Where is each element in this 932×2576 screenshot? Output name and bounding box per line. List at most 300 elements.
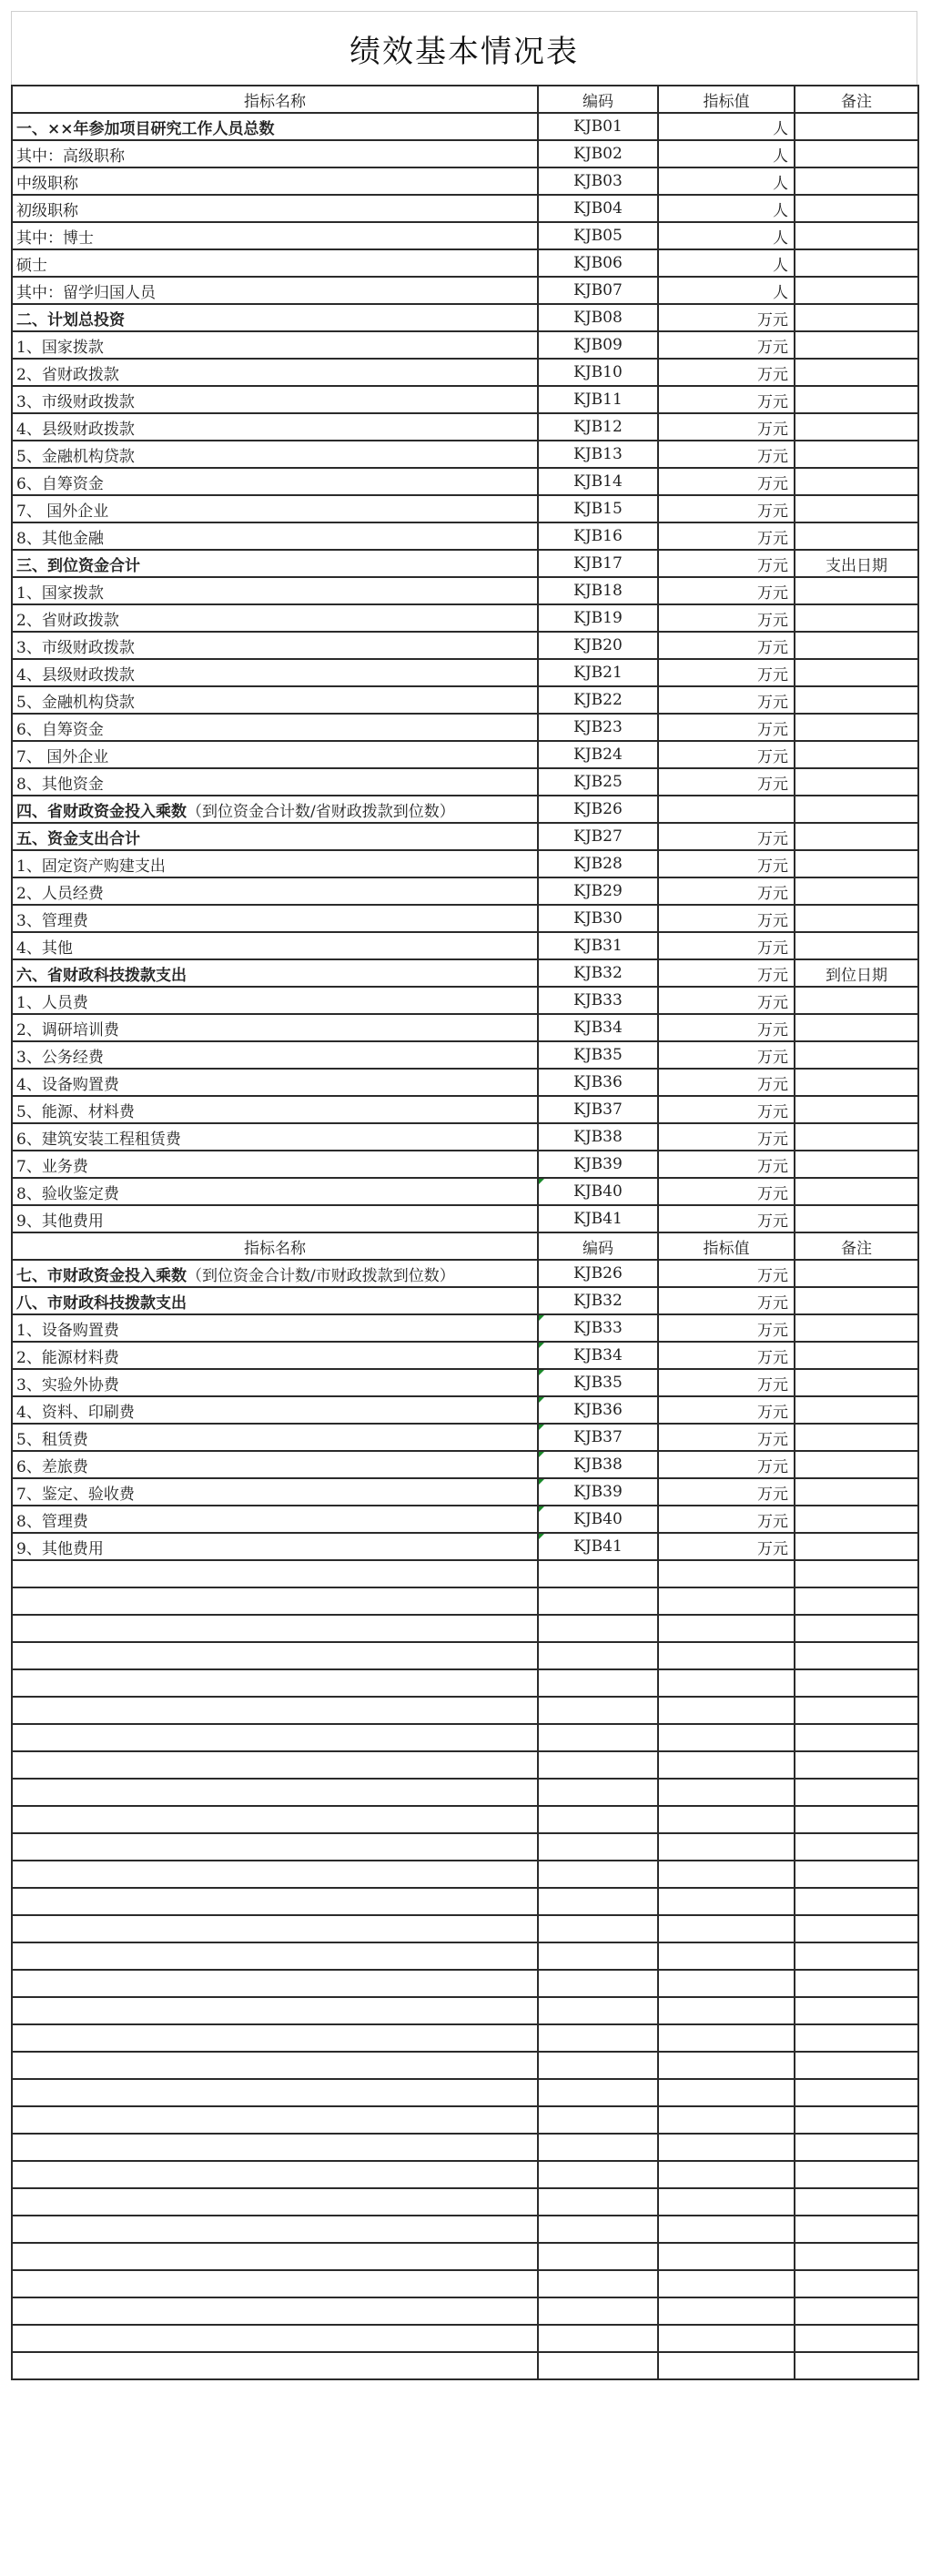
- indicator-value-cell[interactable]: 万元: [658, 468, 795, 495]
- empty-cell[interactable]: [795, 2270, 918, 2297]
- note-cell[interactable]: [795, 304, 918, 331]
- empty-cell[interactable]: [658, 2325, 795, 2352]
- note-cell[interactable]: [795, 1041, 918, 1069]
- indicator-name[interactable]: [12, 1478, 538, 1506]
- empty-cell[interactable]: [12, 1642, 538, 1669]
- indicator-code[interactable]: KJB15: [538, 495, 658, 522]
- empty-cell[interactable]: [795, 1888, 918, 1915]
- empty-cell[interactable]: [658, 1833, 795, 1861]
- empty-cell[interactable]: [795, 1806, 918, 1833]
- indicator-value-cell[interactable]: 万元: [658, 359, 795, 386]
- note-cell[interactable]: [795, 1014, 918, 1041]
- note-cell[interactable]: [795, 1533, 918, 1560]
- note-cell[interactable]: [795, 386, 918, 413]
- indicator-code[interactable]: KJB40: [538, 1178, 658, 1205]
- indicator-code[interactable]: KJB23: [538, 714, 658, 741]
- indicator-value-cell[interactable]: 人: [658, 195, 795, 222]
- empty-cell[interactable]: [658, 2052, 795, 2079]
- indicator-value-cell[interactable]: 万元: [658, 632, 795, 659]
- indicator-code[interactable]: KJB20: [538, 632, 658, 659]
- indicator-value-cell[interactable]: 万元: [658, 577, 795, 604]
- empty-cell[interactable]: [795, 1615, 918, 1642]
- empty-cell[interactable]: [12, 1915, 538, 1942]
- indicator-value-cell[interactable]: 万元: [658, 331, 795, 359]
- empty-cell[interactable]: [12, 2325, 538, 2352]
- indicator-name[interactable]: [12, 823, 538, 850]
- indicator-code[interactable]: KJB01: [538, 113, 658, 140]
- indicator-name[interactable]: [12, 413, 538, 441]
- indicator-code[interactable]: KJB39: [538, 1151, 658, 1178]
- indicator-value-cell[interactable]: 万元: [658, 1205, 795, 1232]
- empty-cell[interactable]: [12, 1669, 538, 1697]
- empty-cell[interactable]: [538, 1615, 658, 1642]
- indicator-code[interactable]: KJB37: [538, 1424, 658, 1451]
- indicator-name[interactable]: [12, 222, 538, 249]
- note-cell[interactable]: [795, 686, 918, 714]
- indicator-value-cell[interactable]: 万元: [658, 850, 795, 877]
- note-cell[interactable]: 支出日期: [795, 550, 918, 577]
- note-cell[interactable]: 到位日期: [795, 959, 918, 987]
- empty-cell[interactable]: [538, 1587, 658, 1615]
- empty-cell[interactable]: [12, 1888, 538, 1915]
- indicator-value-cell[interactable]: 万元: [658, 604, 795, 632]
- empty-cell[interactable]: [795, 2325, 918, 2352]
- empty-cell[interactable]: [12, 1779, 538, 1806]
- note-cell[interactable]: [795, 167, 918, 195]
- indicator-code[interactable]: KJB38: [538, 1123, 658, 1151]
- empty-cell[interactable]: [12, 2270, 538, 2297]
- note-cell[interactable]: [795, 850, 918, 877]
- empty-cell[interactable]: [538, 1697, 658, 1724]
- empty-cell[interactable]: [658, 1915, 795, 1942]
- empty-cell[interactable]: [538, 2134, 658, 2161]
- empty-cell[interactable]: [12, 2243, 538, 2270]
- empty-cell[interactable]: [795, 1833, 918, 1861]
- empty-cell[interactable]: [538, 2216, 658, 2243]
- note-cell[interactable]: [795, 1506, 918, 1533]
- note-cell[interactable]: [795, 222, 918, 249]
- indicator-value-cell[interactable]: 万元: [658, 1069, 795, 1096]
- note-cell[interactable]: [795, 1123, 918, 1151]
- indicator-value-cell[interactable]: 万元: [658, 1396, 795, 1424]
- empty-cell[interactable]: [12, 2216, 538, 2243]
- indicator-name[interactable]: [12, 714, 538, 741]
- note-cell[interactable]: [795, 1314, 918, 1342]
- indicator-code[interactable]: KJB10: [538, 359, 658, 386]
- empty-cell[interactable]: [795, 2188, 918, 2216]
- indicator-value-cell[interactable]: 万元: [658, 659, 795, 686]
- indicator-name[interactable]: [12, 1123, 538, 1151]
- indicator-value-cell[interactable]: 万元: [658, 495, 795, 522]
- indicator-name[interactable]: [12, 304, 538, 331]
- empty-cell[interactable]: [658, 2161, 795, 2188]
- indicator-name[interactable]: [12, 741, 538, 768]
- empty-cell[interactable]: [12, 2079, 538, 2106]
- indicator-code[interactable]: KJB17: [538, 550, 658, 577]
- indicator-name[interactable]: [12, 1178, 538, 1205]
- empty-cell[interactable]: [12, 1724, 538, 1751]
- indicator-code[interactable]: KJB07: [538, 277, 658, 304]
- empty-cell[interactable]: [538, 2052, 658, 2079]
- indicator-name[interactable]: [12, 550, 538, 577]
- empty-cell[interactable]: [795, 2052, 918, 2079]
- empty-cell[interactable]: [12, 2134, 538, 2161]
- indicator-value-cell[interactable]: 万元: [658, 1478, 795, 1506]
- empty-cell[interactable]: [658, 1779, 795, 1806]
- indicator-name[interactable]: [12, 987, 538, 1014]
- empty-cell[interactable]: [795, 1560, 918, 1587]
- empty-cell[interactable]: [795, 1587, 918, 1615]
- indicator-value-cell[interactable]: 万元: [658, 522, 795, 550]
- empty-cell[interactable]: [12, 1615, 538, 1642]
- empty-cell[interactable]: [12, 2297, 538, 2325]
- indicator-value-cell[interactable]: 万元: [658, 1123, 795, 1151]
- indicator-value-cell[interactable]: 万元: [658, 413, 795, 441]
- note-cell[interactable]: [795, 441, 918, 468]
- indicator-code[interactable]: KJB32: [538, 1287, 658, 1314]
- indicator-value-cell[interactable]: 万元: [658, 1151, 795, 1178]
- empty-cell[interactable]: [12, 2106, 538, 2134]
- indicator-code[interactable]: KJB29: [538, 877, 658, 905]
- indicator-code[interactable]: KJB25: [538, 768, 658, 796]
- indicator-code[interactable]: KJB18: [538, 577, 658, 604]
- indicator-name[interactable]: [12, 959, 538, 987]
- empty-cell[interactable]: [795, 1970, 918, 1997]
- indicator-code[interactable]: KJB37: [538, 1096, 658, 1123]
- empty-cell[interactable]: [538, 1997, 658, 2024]
- indicator-code[interactable]: KJB35: [538, 1369, 658, 1396]
- empty-cell[interactable]: [538, 1560, 658, 1587]
- indicator-name[interactable]: [12, 359, 538, 386]
- indicator-name[interactable]: [12, 1506, 538, 1533]
- note-cell[interactable]: [795, 877, 918, 905]
- note-cell[interactable]: [795, 249, 918, 277]
- note-cell[interactable]: [795, 1369, 918, 1396]
- empty-cell[interactable]: [795, 1942, 918, 1970]
- indicator-name[interactable]: [12, 632, 538, 659]
- empty-cell[interactable]: [795, 2243, 918, 2270]
- note-cell[interactable]: [795, 140, 918, 167]
- indicator-name[interactable]: [12, 686, 538, 714]
- note-cell[interactable]: [795, 604, 918, 632]
- empty-cell[interactable]: [12, 1806, 538, 1833]
- empty-cell[interactable]: [658, 2079, 795, 2106]
- indicator-name[interactable]: [12, 1369, 538, 1396]
- indicator-code[interactable]: KJB13: [538, 441, 658, 468]
- indicator-name[interactable]: [12, 249, 538, 277]
- indicator-value-cell[interactable]: 万元: [658, 768, 795, 796]
- indicator-value-cell[interactable]: 人: [658, 249, 795, 277]
- note-cell[interactable]: [795, 741, 918, 768]
- indicator-code[interactable]: KJB03: [538, 167, 658, 195]
- indicator-value-cell[interactable]: 万元: [658, 1342, 795, 1369]
- note-cell[interactable]: [795, 1151, 918, 1178]
- indicator-name[interactable]: [12, 1260, 538, 1287]
- note-cell[interactable]: [795, 413, 918, 441]
- empty-cell[interactable]: [538, 1915, 658, 1942]
- empty-cell[interactable]: [538, 1888, 658, 1915]
- empty-cell[interactable]: [538, 1669, 658, 1697]
- empty-cell[interactable]: [795, 1861, 918, 1888]
- indicator-name[interactable]: [12, 1151, 538, 1178]
- empty-cell[interactable]: [12, 1833, 538, 1861]
- empty-cell[interactable]: [658, 1669, 795, 1697]
- indicator-code[interactable]: KJB09: [538, 331, 658, 359]
- note-cell[interactable]: [795, 331, 918, 359]
- indicator-code[interactable]: KJB26: [538, 1260, 658, 1287]
- indicator-code[interactable]: KJB40: [538, 1506, 658, 1533]
- empty-cell[interactable]: [658, 1751, 795, 1779]
- indicator-code[interactable]: KJB27: [538, 823, 658, 850]
- note-cell[interactable]: [795, 495, 918, 522]
- indicator-value-cell[interactable]: 万元: [658, 1451, 795, 1478]
- indicator-name[interactable]: [12, 113, 538, 140]
- empty-cell[interactable]: [538, 2243, 658, 2270]
- indicator-value-cell[interactable]: 万元: [658, 741, 795, 768]
- empty-cell[interactable]: [795, 2134, 918, 2161]
- empty-cell[interactable]: [658, 1861, 795, 1888]
- indicator-value-cell[interactable]: 万元: [658, 1424, 795, 1451]
- empty-cell[interactable]: [795, 1697, 918, 1724]
- empty-cell[interactable]: [658, 1587, 795, 1615]
- indicator-name[interactable]: [12, 1314, 538, 1342]
- indicator-code[interactable]: KJB26: [538, 796, 658, 823]
- empty-cell[interactable]: [658, 2024, 795, 2052]
- note-cell[interactable]: [795, 577, 918, 604]
- empty-cell[interactable]: [538, 2106, 658, 2134]
- indicator-code[interactable]: KJB06: [538, 249, 658, 277]
- indicator-value-cell[interactable]: 万元: [658, 550, 795, 577]
- indicator-code[interactable]: KJB36: [538, 1396, 658, 1424]
- empty-cell[interactable]: [538, 2024, 658, 2052]
- note-cell[interactable]: [795, 823, 918, 850]
- indicator-code[interactable]: KJB34: [538, 1014, 658, 1041]
- empty-cell[interactable]: [12, 2161, 538, 2188]
- indicator-code[interactable]: KJB08: [538, 304, 658, 331]
- empty-cell[interactable]: [795, 2297, 918, 2325]
- empty-cell[interactable]: [538, 2352, 658, 2379]
- note-cell[interactable]: [795, 1424, 918, 1451]
- indicator-code[interactable]: KJB34: [538, 1342, 658, 1369]
- indicator-name[interactable]: [12, 604, 538, 632]
- note-cell[interactable]: [795, 905, 918, 932]
- indicator-value-cell[interactable]: 人: [658, 113, 795, 140]
- indicator-name[interactable]: [12, 1533, 538, 1560]
- empty-cell[interactable]: [12, 2352, 538, 2379]
- empty-cell[interactable]: [795, 1751, 918, 1779]
- empty-cell[interactable]: [12, 1560, 538, 1587]
- empty-cell[interactable]: [12, 1997, 538, 2024]
- indicator-name[interactable]: [12, 1342, 538, 1369]
- empty-cell[interactable]: [795, 2161, 918, 2188]
- empty-cell[interactable]: [538, 1751, 658, 1779]
- indicator-code[interactable]: KJB41: [538, 1533, 658, 1560]
- indicator-code[interactable]: KJB39: [538, 1478, 658, 1506]
- empty-cell[interactable]: [12, 2024, 538, 2052]
- indicator-code[interactable]: KJB19: [538, 604, 658, 632]
- indicator-name[interactable]: [12, 1096, 538, 1123]
- indicator-code[interactable]: KJB22: [538, 686, 658, 714]
- empty-cell[interactable]: [658, 1997, 795, 2024]
- empty-cell[interactable]: [538, 2161, 658, 2188]
- empty-cell[interactable]: [658, 1724, 795, 1751]
- empty-cell[interactable]: [538, 1970, 658, 1997]
- indicator-value-cell[interactable]: 万元: [658, 1260, 795, 1287]
- indicator-name[interactable]: [12, 1287, 538, 1314]
- empty-cell[interactable]: [658, 2270, 795, 2297]
- indicator-value-cell[interactable]: 万元: [658, 1041, 795, 1069]
- indicator-name[interactable]: [12, 577, 538, 604]
- empty-cell[interactable]: [12, 1587, 538, 1615]
- note-cell[interactable]: [795, 1205, 918, 1232]
- note-cell[interactable]: [795, 1287, 918, 1314]
- indicator-value-cell[interactable]: 万元: [658, 959, 795, 987]
- indicator-value-cell[interactable]: 万元: [658, 1287, 795, 1314]
- empty-cell[interactable]: [538, 2188, 658, 2216]
- note-cell[interactable]: [795, 522, 918, 550]
- indicator-value-cell[interactable]: 万元: [658, 932, 795, 959]
- empty-cell[interactable]: [658, 1942, 795, 1970]
- empty-cell[interactable]: [795, 2352, 918, 2379]
- indicator-name[interactable]: [12, 468, 538, 495]
- indicator-code[interactable]: KJB32: [538, 959, 658, 987]
- indicator-code[interactable]: KJB14: [538, 468, 658, 495]
- note-cell[interactable]: [795, 659, 918, 686]
- indicator-code[interactable]: KJB33: [538, 1314, 658, 1342]
- indicator-name[interactable]: [12, 659, 538, 686]
- indicator-code[interactable]: KJB35: [538, 1041, 658, 1069]
- empty-cell[interactable]: [658, 1888, 795, 1915]
- indicator-code[interactable]: KJB16: [538, 522, 658, 550]
- indicator-code[interactable]: KJB05: [538, 222, 658, 249]
- empty-cell[interactable]: [658, 2106, 795, 2134]
- indicator-name[interactable]: [12, 386, 538, 413]
- empty-cell[interactable]: [795, 1724, 918, 1751]
- indicator-code[interactable]: KJB30: [538, 905, 658, 932]
- indicator-name[interactable]: [12, 441, 538, 468]
- indicator-value-cell[interactable]: 人: [658, 167, 795, 195]
- note-cell[interactable]: [795, 113, 918, 140]
- note-cell[interactable]: [795, 632, 918, 659]
- indicator-name[interactable]: [12, 522, 538, 550]
- indicator-code[interactable]: KJB41: [538, 1205, 658, 1232]
- note-cell[interactable]: [795, 277, 918, 304]
- empty-cell[interactable]: [795, 1642, 918, 1669]
- note-cell[interactable]: [795, 468, 918, 495]
- indicator-name[interactable]: [12, 1069, 538, 1096]
- indicator-name[interactable]: [12, 1451, 538, 1478]
- empty-cell[interactable]: [12, 2188, 538, 2216]
- indicator-value-cell[interactable]: [658, 796, 795, 823]
- note-cell[interactable]: [795, 932, 918, 959]
- empty-cell[interactable]: [795, 2106, 918, 2134]
- note-cell[interactable]: [795, 1069, 918, 1096]
- note-cell[interactable]: [795, 195, 918, 222]
- indicator-value-cell[interactable]: 人: [658, 222, 795, 249]
- note-cell[interactable]: [795, 987, 918, 1014]
- empty-cell[interactable]: [658, 1970, 795, 1997]
- indicator-code[interactable]: KJB36: [538, 1069, 658, 1096]
- empty-cell[interactable]: [12, 1942, 538, 1970]
- note-cell[interactable]: [795, 359, 918, 386]
- empty-cell[interactable]: [658, 1560, 795, 1587]
- empty-cell[interactable]: [538, 1942, 658, 1970]
- empty-cell[interactable]: [795, 1779, 918, 1806]
- indicator-name[interactable]: [12, 1041, 538, 1069]
- indicator-name[interactable]: [12, 195, 538, 222]
- indicator-value-cell[interactable]: 万元: [658, 905, 795, 932]
- empty-cell[interactable]: [12, 2052, 538, 2079]
- indicator-code[interactable]: KJB21: [538, 659, 658, 686]
- empty-cell[interactable]: [538, 1861, 658, 1888]
- indicator-name[interactable]: [12, 1014, 538, 1041]
- empty-cell[interactable]: [658, 1642, 795, 1669]
- indicator-name[interactable]: [12, 140, 538, 167]
- indicator-value-cell[interactable]: 万元: [658, 1314, 795, 1342]
- indicator-value-cell[interactable]: 万元: [658, 714, 795, 741]
- indicator-name[interactable]: [12, 877, 538, 905]
- indicator-name[interactable]: [12, 1424, 538, 1451]
- empty-cell[interactable]: [795, 1915, 918, 1942]
- empty-cell[interactable]: [658, 2243, 795, 2270]
- indicator-code[interactable]: KJB02: [538, 140, 658, 167]
- empty-cell[interactable]: [538, 1779, 658, 1806]
- indicator-value-cell[interactable]: 万元: [658, 386, 795, 413]
- empty-cell[interactable]: [12, 1697, 538, 1724]
- indicator-name[interactable]: [12, 277, 538, 304]
- indicator-code[interactable]: KJB38: [538, 1451, 658, 1478]
- indicator-value-cell[interactable]: 万元: [658, 1506, 795, 1533]
- empty-cell[interactable]: [795, 2216, 918, 2243]
- indicator-code[interactable]: KJB31: [538, 932, 658, 959]
- note-cell[interactable]: [795, 768, 918, 796]
- note-cell[interactable]: [795, 796, 918, 823]
- indicator-name[interactable]: [12, 1396, 538, 1424]
- empty-cell[interactable]: [795, 2079, 918, 2106]
- indicator-value-cell[interactable]: 人: [658, 140, 795, 167]
- note-cell[interactable]: [795, 1096, 918, 1123]
- indicator-name[interactable]: [12, 796, 538, 823]
- indicator-value-cell[interactable]: 万元: [658, 1014, 795, 1041]
- empty-cell[interactable]: [658, 1697, 795, 1724]
- indicator-code[interactable]: KJB04: [538, 195, 658, 222]
- indicator-name[interactable]: [12, 167, 538, 195]
- empty-cell[interactable]: [538, 1724, 658, 1751]
- note-cell[interactable]: [795, 1178, 918, 1205]
- empty-cell[interactable]: [12, 1751, 538, 1779]
- indicator-code[interactable]: KJB24: [538, 741, 658, 768]
- indicator-value-cell[interactable]: 万元: [658, 1533, 795, 1560]
- indicator-name[interactable]: [12, 331, 538, 359]
- indicator-value-cell[interactable]: 万元: [658, 823, 795, 850]
- empty-cell[interactable]: [795, 1997, 918, 2024]
- indicator-code[interactable]: KJB11: [538, 386, 658, 413]
- indicator-name[interactable]: [12, 905, 538, 932]
- note-cell[interactable]: [795, 714, 918, 741]
- empty-cell[interactable]: [658, 1615, 795, 1642]
- empty-cell[interactable]: [658, 2352, 795, 2379]
- indicator-value-cell[interactable]: 万元: [658, 1096, 795, 1123]
- indicator-value-cell[interactable]: 人: [658, 277, 795, 304]
- indicator-value-cell[interactable]: 万元: [658, 987, 795, 1014]
- empty-cell[interactable]: [538, 2297, 658, 2325]
- note-cell[interactable]: [795, 1260, 918, 1287]
- indicator-name[interactable]: [12, 1205, 538, 1232]
- empty-cell[interactable]: [538, 1833, 658, 1861]
- indicator-value-cell[interactable]: 万元: [658, 441, 795, 468]
- indicator-name[interactable]: [12, 495, 538, 522]
- indicator-value-cell[interactable]: 万元: [658, 304, 795, 331]
